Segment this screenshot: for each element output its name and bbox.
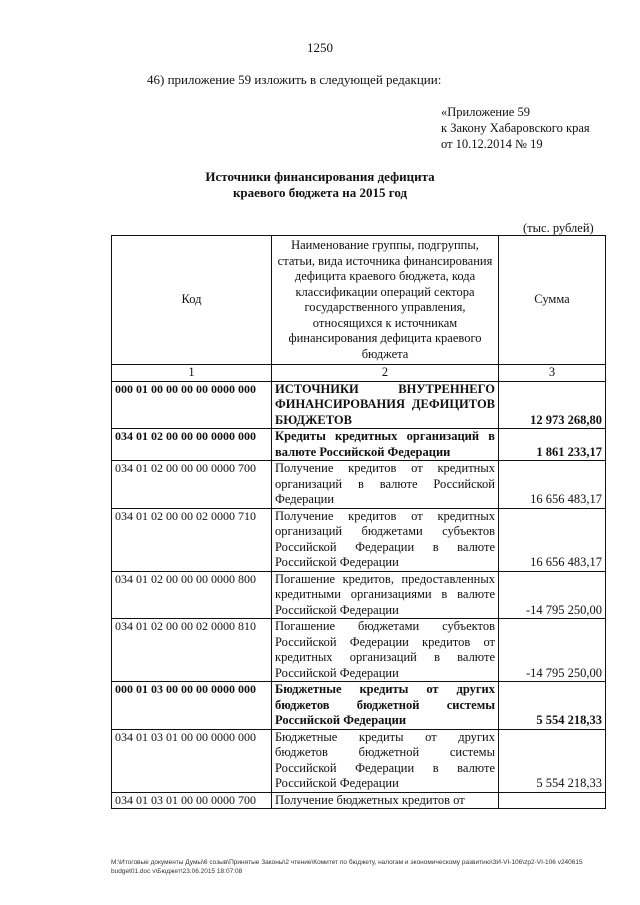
row-name: Погашение бюджетами субъектов Российской Федерации кредитов от кредитных организаций в валюте Российской Федерации — [272, 619, 499, 682]
table-row — [112, 729, 606, 792]
table-row — [112, 792, 606, 809]
table-body — [112, 381, 606, 809]
appendix-line-3: от 10.12.2014 № 19 — [441, 137, 543, 151]
row-sum: 1 861 233,17 — [499, 429, 606, 461]
appendix-line-2: к Закону Хабаровского края — [441, 121, 590, 135]
table-row — [112, 571, 606, 619]
row-code: 034 01 02 00 00 02 0000 810 — [112, 619, 272, 682]
row-code: 034 01 02 00 00 02 0000 710 — [112, 508, 272, 571]
row-name: ИСТОЧНИКИ ВНУТРЕННЕГО ФИНАНСИРОВАНИЯ ДЕФИЦИТОВ БЮДЖЕТОВ — [272, 381, 499, 429]
row-sum: -14 795 250,00 — [499, 571, 606, 619]
column-number: 2 — [272, 365, 499, 382]
row-sum: 5 554 218,33 — [499, 729, 606, 792]
table-row — [112, 508, 606, 571]
column-number: 3 — [499, 365, 606, 382]
appendix-reference — [441, 104, 590, 152]
row-sum: 16 656 483,17 — [499, 461, 606, 509]
row-code: 034 01 02 00 00 00 0000 800 — [112, 571, 272, 619]
appendix-line-1: «Приложение 59 — [441, 105, 530, 119]
title-line-2: краевого бюджета на 2015 год — [232, 185, 408, 200]
row-sum: 16 656 483,17 — [499, 508, 606, 571]
document-title — [160, 169, 480, 201]
table-row — [112, 429, 606, 461]
table-row — [112, 461, 606, 509]
column-number-row — [112, 365, 606, 382]
row-code: 000 01 00 00 00 00 0000 000 — [112, 381, 272, 429]
column-number: 1 — [112, 365, 272, 382]
row-name: Кредиты кредитных организаций в валюте Российской Федерации — [272, 429, 499, 461]
row-name: Получение кредитов от кредитных организаций в валюте Российской Федерации — [272, 461, 499, 509]
financing-table — [111, 235, 606, 809]
row-code: 034 01 03 01 00 00 0000 700 — [112, 792, 272, 809]
row-sum: -14 795 250,00 — [499, 619, 606, 682]
row-sum: 12 973 268,80 — [499, 381, 606, 429]
row-sum — [499, 792, 606, 809]
units-label: (тыс. рублей) — [523, 221, 594, 235]
header-code: Код — [112, 236, 272, 365]
header-name: Наименование группы, подгруппы, статьи, вида источника финансирования дефицита краевого бюджета, кода классификации операций сектора государственного управления, относящихся к источникам финансирования дефицита краевого бюджета — [272, 236, 499, 365]
title-line-1: Источники финансирования дефицита — [205, 169, 435, 184]
row-name: Получение бюджетных кредитов от — [272, 792, 499, 809]
table-row — [112, 619, 606, 682]
row-name: Получение кредитов от кредитных организаций бюджетами субъектов Российской Федерации в валюте Российской Федерации — [272, 508, 499, 571]
row-code: 000 01 03 00 00 00 0000 000 — [112, 682, 272, 730]
row-code: 034 01 02 00 00 00 0000 000 — [112, 429, 272, 461]
row-code: 034 01 02 00 00 00 0000 700 — [112, 461, 272, 509]
row-name: Бюджетные кредиты от других бюджетов бюджетной системы Российской Федерации — [272, 682, 499, 730]
header-sum: Сумма — [499, 236, 606, 365]
file-path-footer: M:\Итоговые документы Думы\6 созыв\Принятые Законы\2 чтение\Комитет по бюджету, налогам и экономическому развитию\ЗИ-VI-106\zp2-VI-106 v240615 budget01.doc v\Бюджет\23.06.2015 18:07:08 — [111, 859, 583, 875]
page-number: 1250 — [307, 40, 333, 55]
table-row — [112, 381, 606, 429]
intro-text: 46) приложение 59 изложить в следующей редакции: — [147, 72, 442, 87]
row-name: Бюджетные кредиты от других бюджетов бюджетной системы Российской Федерации в валюте Российской Федерации — [272, 729, 499, 792]
row-code: 034 01 03 01 00 00 0000 000 — [112, 729, 272, 792]
table-row — [112, 682, 606, 730]
row-sum: 5 554 218,33 — [499, 682, 606, 730]
table-header-row — [112, 236, 606, 365]
row-name: Погашение кредитов, предоставленных кредитными организациями в валюте Российской Федерации — [272, 571, 499, 619]
